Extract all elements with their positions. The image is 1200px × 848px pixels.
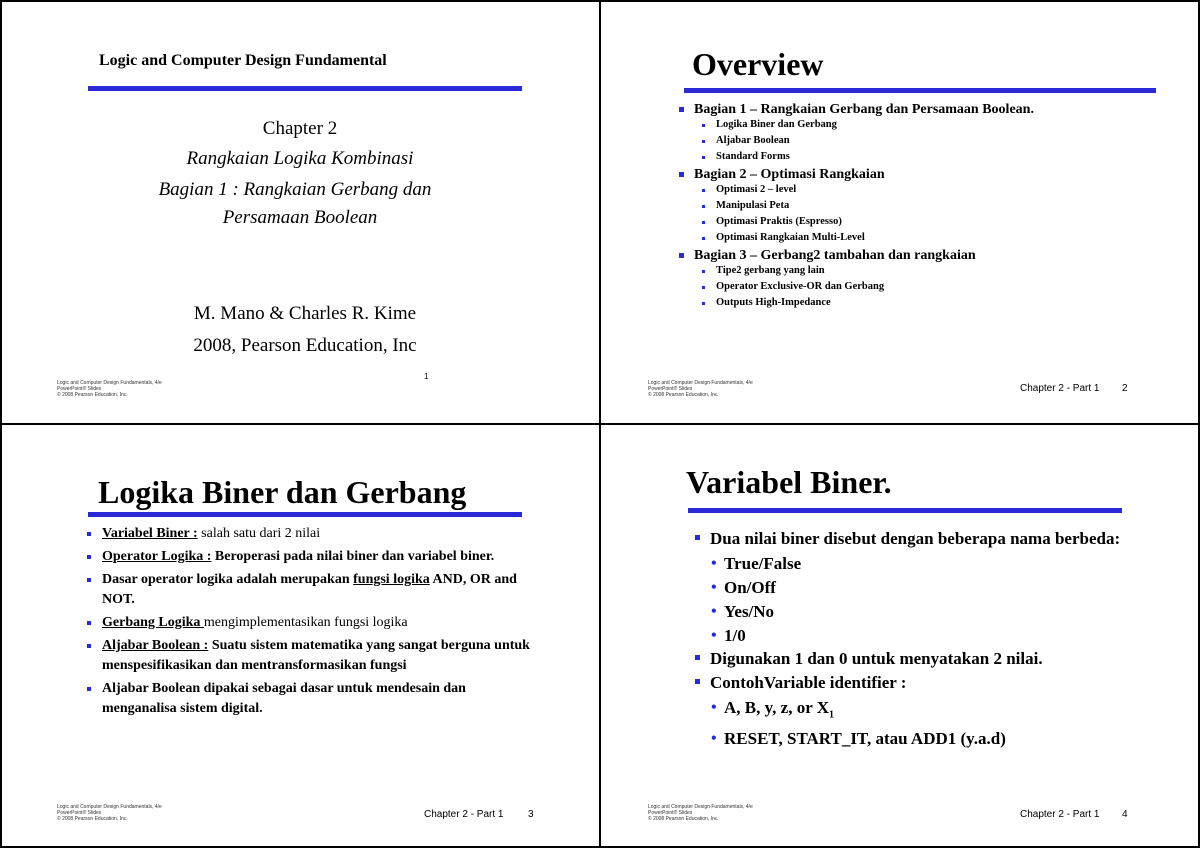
slide-title: Overview — [692, 46, 824, 82]
list-item: Optimasi Praktis (Espresso) — [676, 214, 1156, 230]
list-item: • On/Off — [692, 576, 1122, 600]
list-item: Standard Forms — [676, 149, 1156, 165]
list-item: • 1/0 — [692, 624, 1122, 648]
list-item: • A, B, y, z, or $X_1$ — [692, 696, 1122, 727]
list-item: Variabel Biner : salah satu dari 2 nilai — [84, 524, 534, 544]
chapter-footer: Chapter 2 - Part 1 — [1020, 809, 1100, 820]
list-item: ContohVariable identifier : — [692, 672, 1122, 693]
slide-title: Variabel Biner. — [686, 464, 892, 500]
slide-title: Logika Biner dan Gerbang — [98, 474, 467, 510]
title-rule — [684, 88, 1156, 93]
copyright-footer: Logic and Computer Design Fundamentals, 4/e PowerPoint® Slides © 2008 Pearson Education, Inc. — [648, 380, 753, 398]
copyright-footer: Logic and Computer Design Fundamentals, 4/e PowerPoint® Slides © 2008 Pearson Education, Inc. — [648, 804, 753, 822]
year-publisher: 2008, Pearson Education, Inc — [193, 335, 417, 356]
list-item: Optimasi Rangkaian Multi-Level — [676, 230, 1156, 246]
slide-3 — [0, 424, 600, 848]
slide-1 — [0, 0, 600, 424]
list-item: Bagian 2 – Optimasi Rangkaian — [676, 167, 1156, 182]
list-item: Logika Biner dan Gerbang — [676, 117, 1156, 133]
list-item: • Yes/No — [692, 600, 1122, 624]
list-item: Manipulasi Peta — [676, 198, 1156, 214]
page-number: 1 — [424, 372, 429, 381]
list-item: Bagian 1 – Rangkaian Gerbang dan Persamaan Boolean. — [676, 102, 1156, 117]
list-item: Dasar operator logika adalah merupakan fungsi logika AND, OR and NOT. — [84, 570, 534, 610]
title-rule — [688, 508, 1122, 513]
list-item: Aljabar Boolean dipakai sebagai dasar untuk mendesain dan menganalisa sistem digital. — [84, 679, 534, 719]
list-item: Dua nilai biner disebut dengan beberapa nama berbeda: — [692, 528, 1122, 549]
list-item: Digunakan 1 dan 0 untuk menyatakan 2 nilai. — [692, 648, 1122, 669]
subtitle-line-2: Bagian 1 : Rangkaian Gerbang dan — [158, 179, 432, 200]
list-item: Aljabar Boolean : Suatu sistem matematika yang sangat berguna untuk menspesifikasikan dan mentransformasikan fungsi — [84, 636, 534, 676]
list-item: Gerbang Logika mengimplementasikan fungsi logika — [84, 613, 534, 633]
page-number: 2 — [1122, 383, 1128, 394]
list-item: Aljabar Boolean — [676, 133, 1156, 149]
slide1-header: Logic and Computer Design Fundamental — [99, 52, 387, 69]
subtitle-line-1: Rangkaian Logika Kombinasi — [186, 148, 414, 169]
list-item: Bagian 3 – Gerbang2 tambahan dan rangkaian — [676, 248, 1156, 263]
overview-list — [676, 100, 1156, 311]
subtitle-line-3: Persamaan Boolean — [222, 207, 378, 228]
title-rule — [88, 512, 522, 517]
page-number: 4 — [1122, 809, 1128, 820]
chapter-label: Chapter 2 — [262, 118, 338, 139]
list-item: • RESET, START_IT, atau ADD1 (y.a.d) — [692, 727, 1122, 751]
slide-4 — [600, 424, 1200, 848]
list-item: • True/False — [692, 552, 1122, 576]
slide-2 — [600, 0, 1200, 424]
page-number: 3 — [528, 809, 534, 820]
list-item: Tipe2 gerbang yang lain — [676, 263, 1156, 279]
list-item: Operator Exclusive-OR dan Gerbang — [676, 279, 1156, 295]
divider-horizontal — [0, 423, 1200, 425]
list-item: Operator Logika : Beroperasi pada nilai biner dan variabel biner. — [84, 547, 534, 567]
authors: M. Mano & Charles R. Kime — [193, 303, 417, 324]
copyright-footer: Logic and Computer Design Fundamentals, 4/e PowerPoint® Slides © 2008 Pearson Education, Inc. — [57, 804, 162, 822]
copyright-footer: Logic and Computer Design Fundamentals, 4/e PowerPoint® Slides © 2008 Pearson Education, Inc. — [57, 380, 162, 398]
list-item: Outputs High-Impedance — [676, 295, 1156, 311]
chapter-footer: Chapter 2 - Part 1 — [1020, 383, 1100, 394]
bullet-list — [692, 528, 1122, 751]
list-item: Optimasi 2 – level — [676, 182, 1156, 198]
bullet-list — [84, 524, 534, 722]
title-rule — [88, 86, 522, 91]
chapter-footer: Chapter 2 - Part 1 — [424, 809, 504, 820]
